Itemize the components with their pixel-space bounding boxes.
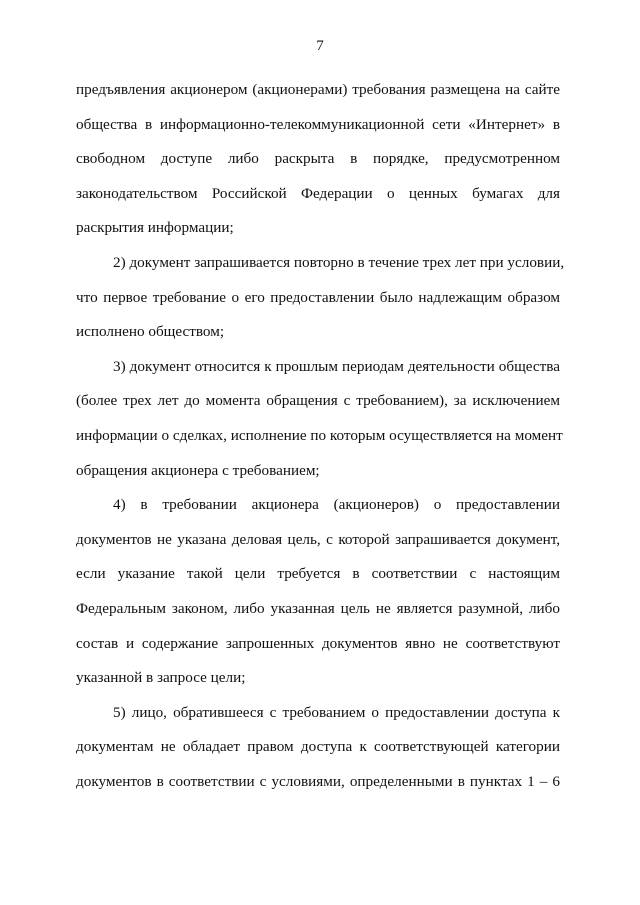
text-line: предъявления акционером (акционерами) требования размещена на сайте [76,81,560,98]
text-line: 2) документ запрашивается повторно в течение трех лет при условии, [113,253,565,271]
paragraph-4 [76,488,560,696]
text-line: исполнено обществом; [76,323,225,341]
text-line: документам не обладает правом доступа к соответствующей категории [76,738,560,756]
text-line: свободном доступе либо раскрыта в порядке, предусмотренном [76,150,560,168]
text-line: документов в соответствии с условиями, определенными в пунктах 1 – 6 [76,772,560,790]
text-line: документов не указана деловая цель, с которой запрашивается документ, [76,530,560,548]
text-line: раскрытия информации; [76,219,234,237]
text-line: обращения акционера с требованием; [76,461,320,479]
paragraph-1 [76,73,560,246]
text-line: 5) лицо, обратившееся с требованием о предоставлении доступа к [113,703,560,721]
text-line: 3) документ относится к прошлым периодам деятельности общества [113,357,560,375]
text-line: информации о сделках, исполнение по которым осуществляется на момент [76,426,563,444]
paragraph-3 [76,350,563,488]
text-line: 4) в требовании акционера (акционеров) о предоставлении [113,496,560,514]
text-line: указанной в запросе цели; [76,669,246,687]
text-line: законодательством Российской Федерации о ценных бумагах для [76,184,560,202]
text-line: Федеральным законом, либо указанная цель не является разумной, либо [76,599,560,617]
text-line: (более трех лет до момента обращения с требованием), за исключением [76,392,560,410]
text-line: общества в информационно-телекоммуникационной сети «Интернет» в [76,115,560,133]
paragraph-5 [76,696,560,800]
paragraph-2 [76,246,565,350]
document-body [76,73,565,799]
page-number: 7 [316,38,324,54]
text-line: если указание такой цели требуется в соответствии с настоящим [76,565,560,583]
text-line: состав и содержание запрошенных документов явно не соответствуют [76,634,560,652]
text-line: что первое требование о его предоставлении было надлежащим образом [76,288,560,306]
